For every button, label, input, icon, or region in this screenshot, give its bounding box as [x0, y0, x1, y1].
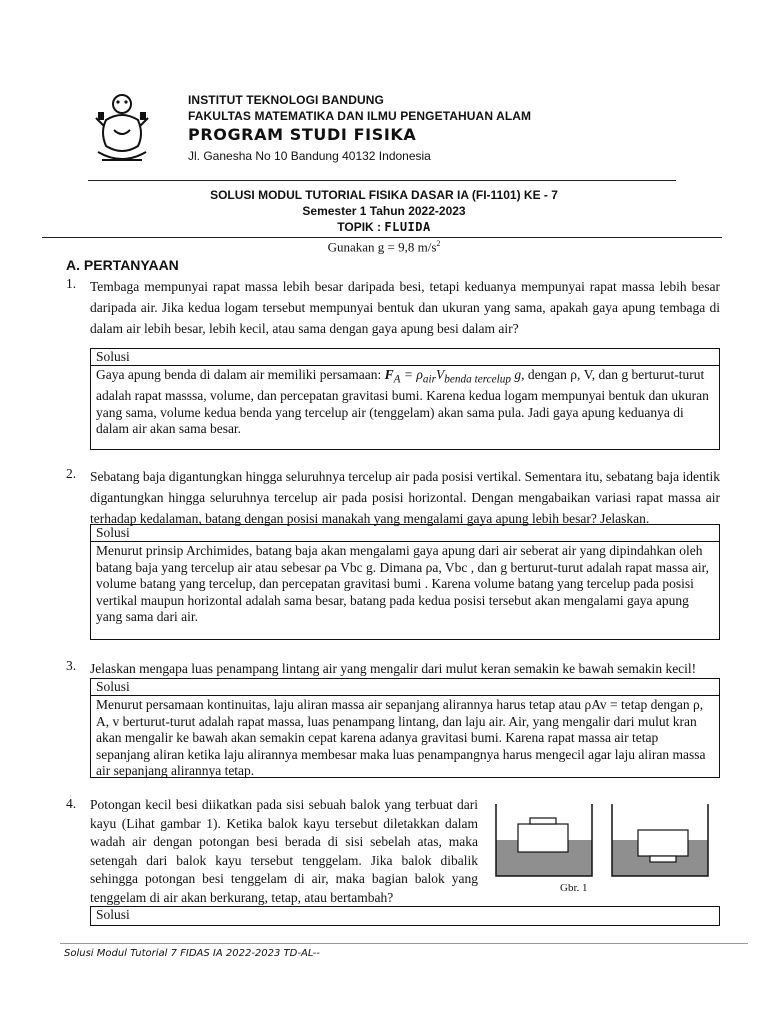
solution-box: [90, 348, 720, 450]
question-number: 2.: [66, 466, 77, 481]
gravity-note: Gunakan g = 9,8 $m/s^2$: [327, 239, 441, 255]
buoyancy-formula: $F_A = \rho_{air}V_{benda tercelup}$ g: [384, 367, 522, 386]
wood-block-right: [638, 830, 688, 856]
solution-box: [90, 678, 720, 778]
question-number: 1.: [66, 276, 77, 291]
topic-label: TOPIK :: [337, 220, 382, 234]
topic-line: [0, 220, 768, 234]
solution-box: [90, 906, 720, 926]
solution-box: [90, 524, 720, 640]
question-text: Tembaga mempunyai rapat massa lebih besar daripada besi, tetapi keduanya mempunyai rapat massa lebih besar daripada air. Jika kedua logam tersebut mempunyai bentuk dan ukuran yang sama, apakah gaya apung tembaga di dalam air lebih besar, lebih kecil, atau sama dengan gaya apung besi dalam air?: [90, 279, 720, 336]
question-number: 4.: [66, 796, 77, 811]
solution-label: Solusi: [91, 679, 719, 696]
faculty-name: FAKULTAS MATEMATIKA DAN ILMU PENGETAHUAN ALAM: [188, 109, 532, 123]
solution-label: Solusi: [96, 907, 130, 922]
solution-label: Solusi: [91, 525, 719, 542]
figure-caption: Gbr. 1: [560, 882, 588, 894]
question-text: Jelaskan mengapa luas penampang lintang air yang mengalir dari mulut keran semakin ke bawah semakin kecil!: [90, 661, 697, 676]
solution-label: Solusi: [91, 349, 719, 366]
solution-text: Gaya apung benda di dalam air memiliki persamaan: $F_A = \rho_{air}V_{benda tercelup}$ g, dengan ρ, V, dan g berturut-turut adalah rapat masssa, volume, dan percepatan gravitasi bumi. Karena kedua logam mempunyai bentuk dan ukuran yang sama, volume kedua benda yang tercelup air (tenggelam) akan sama pula. Jadi gaya apung keduanya di dalam air akan sama besar.: [96, 367, 709, 437]
iron-piece-bottom: [650, 856, 676, 862]
document-title: SOLUSI MODUL TUTORIAL FISIKA DASAR IA (FI-1101) KE - 7: [210, 188, 558, 202]
wood-block-left: [518, 824, 568, 852]
solution-text: Menurut persamaan kontinuitas, laju aliran massa air sepanjang alirannya harus tetap atau ρAv = tetap dengan ρ, A, v berturut-turut adalah rapat massa, luas penampang lintang, dan laju air. Air, yang mengalir dari mulut kran akan mengalir ke bawah akan semakin cepat karena adanya gravitasi bumi. Karena rapat massa air tetap sepanjang aliran ketika laju alirannya membesar maka luas penampangnya harus mengecil agar laju aliran massa air sepanjang alirannya tetap.: [96, 697, 706, 778]
question-number: 3.: [66, 658, 77, 673]
figure-1-diagram: [490, 796, 720, 896]
title-divider: [42, 237, 722, 238]
footer-divider: [60, 943, 748, 944]
topic-value: FLUIDA: [384, 220, 431, 234]
semester: Semester 1 Tahun 2022-2023: [302, 204, 466, 218]
program-name: PROGRAM STUDI FISIKA: [188, 125, 417, 144]
section-heading: A. PERTANYAAN: [66, 257, 179, 273]
header-divider: [88, 180, 676, 181]
itb-ganesha-logo: [92, 90, 152, 168]
question-text: Sebatang baja digantungkan hingga seluruhnya tercelup air pada posisi vertikal. Sementara itu, sebatang baja identik digantungkan hingga seluruhnya tercelup air pada posisi horizontal. Dengan mengabaikan variasi rapat massa air terhadap kedalaman, batang dengan posisi manakah yang mengalami gaya apung lebih besar? Jelaskan.: [90, 469, 720, 526]
solution-text: Menurut prinsip Archimides, batang baja akan mengalami gaya apung dari air seberat air yang dipindahkan oleh batang baja yang tercelup air atau sebesar ρa Vbc g. Dimana ρa, Vbc , dan g berturut-turut adalah rapat massa air, volume batang yang tercelup, dan percepatan gravitasi bumi . Karena volume batang yang tercelup pada posisi vertikal maupun horizontal adalah sama besar, batang pada kedua posisi tersebut akan mengalami gaya apung yang sama dari air.: [96, 543, 709, 624]
page-footer: Solusi Modul Tutorial 7 FIDAS IA 2022-2023 TD-AL--: [64, 948, 320, 959]
iron-piece-top: [530, 818, 556, 824]
institute-name: INSTITUT TEKNOLOGI BANDUNG: [188, 93, 384, 107]
question-text: Potongan kecil besi diikatkan pada sisi sebuah balok yang terbuat dari kayu (Lihat gambar 1). Ketika balok kayu tersebut diletakkan dalam wadah air dengan potongan besi berada di sisi sebelah atas, maka setengah dari balok kayu tersebut tenggelam. Jika balok dibalik sehingga potongan besi tenggelam di air, maka bagian balok yang tenggelam di air akan berkurang, tetap, atau bertambah?: [90, 797, 478, 905]
address: Jl. Ganesha No 10 Bandung 40132 Indonesia: [188, 149, 431, 163]
